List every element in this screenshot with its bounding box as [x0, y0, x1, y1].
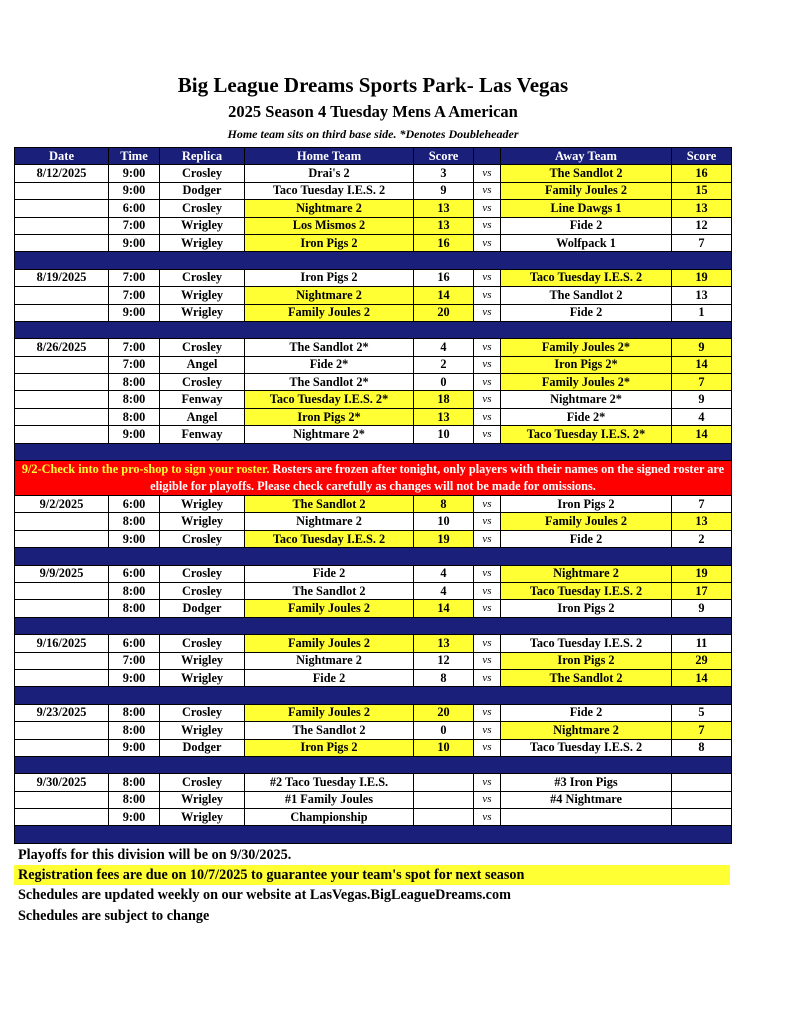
game-date	[15, 530, 109, 547]
home-team: Iron Pigs 2	[245, 234, 414, 251]
away-score: 7	[672, 496, 732, 513]
schedule-note: Home team sits on third base side. *Denotes Doubleheader	[227, 127, 519, 141]
home-score: 12	[414, 652, 474, 669]
away-score	[672, 809, 732, 826]
header-date: Date	[15, 148, 109, 165]
home-team: Family Joules 2	[245, 635, 414, 652]
away-score: 4	[672, 408, 732, 425]
game-date	[15, 182, 109, 199]
game-replica-field: Crosley	[160, 269, 245, 286]
game-time: 9:00	[109, 234, 160, 251]
vs-label: vs	[474, 269, 501, 286]
game-date: 9/9/2025	[15, 565, 109, 582]
vs-label: vs	[474, 200, 501, 217]
game-row	[15, 304, 732, 321]
game-date	[15, 217, 109, 234]
game-date	[15, 200, 109, 217]
game-date	[15, 791, 109, 808]
vs-label: vs	[474, 287, 501, 304]
vs-label: vs	[474, 513, 501, 530]
away-team: Iron Pigs 2	[501, 496, 672, 513]
away-team: Taco Tuesday I.E.S. 2	[501, 269, 672, 286]
game-replica-field: Wrigley	[160, 234, 245, 251]
game-replica-field: Wrigley	[160, 791, 245, 808]
home-team: Drai's 2	[245, 165, 414, 182]
away-team: Nightmare 2	[501, 565, 672, 582]
home-team: The Sandlot 2*	[245, 374, 414, 391]
game-row	[15, 217, 732, 234]
game-row	[15, 513, 732, 530]
away-team: Family Joules 2*	[501, 339, 672, 356]
game-date	[15, 356, 109, 373]
game-replica-field: Wrigley	[160, 652, 245, 669]
game-date	[15, 234, 109, 251]
home-score: 10	[414, 513, 474, 530]
game-row	[15, 408, 732, 425]
separator-bar	[15, 617, 732, 634]
away-score: 9	[672, 600, 732, 617]
away-score: 7	[672, 722, 732, 739]
game-row	[15, 269, 732, 286]
home-team: #2 Taco Tuesday I.E.S.	[245, 774, 414, 791]
game-date	[15, 600, 109, 617]
game-time: 8:00	[109, 704, 160, 721]
season-subtitle: 2025 Season 4 Tuesday Mens A American	[228, 102, 518, 121]
game-date	[15, 722, 109, 739]
game-time: 8:00	[109, 791, 160, 808]
home-team: Taco Tuesday I.E.S. 2*	[245, 391, 414, 408]
header-row	[15, 148, 732, 165]
vs-label: vs	[474, 182, 501, 199]
game-time: 9:00	[109, 304, 160, 321]
game-row	[15, 530, 732, 547]
week-separator	[15, 687, 732, 704]
away-team: Nightmare 2	[501, 722, 672, 739]
game-date	[15, 408, 109, 425]
away-score: 14	[672, 669, 732, 686]
vs-label: vs	[474, 791, 501, 808]
week-separator	[15, 443, 732, 460]
game-date	[15, 582, 109, 599]
home-team: Fide 2*	[245, 356, 414, 373]
vs-label: vs	[474, 600, 501, 617]
game-replica-field: Crosley	[160, 565, 245, 582]
game-replica-field: Crosley	[160, 582, 245, 599]
game-date: 9/16/2025	[15, 635, 109, 652]
game-time: 6:00	[109, 200, 160, 217]
away-team: Fide 2	[501, 704, 672, 721]
game-row	[15, 356, 732, 373]
home-score: 8	[414, 496, 474, 513]
vs-label: vs	[474, 496, 501, 513]
home-team: Nightmare 2*	[245, 426, 414, 443]
away-score	[672, 774, 732, 791]
vs-label: vs	[474, 582, 501, 599]
home-score: 4	[414, 565, 474, 582]
vs-label: vs	[474, 565, 501, 582]
game-time: 8:00	[109, 722, 160, 739]
game-replica-field: Dodger	[160, 600, 245, 617]
separator-bar	[15, 826, 732, 843]
vs-label: vs	[474, 739, 501, 756]
home-team: Los Mismos 2	[245, 217, 414, 234]
game-replica-field: Wrigley	[160, 809, 245, 826]
game-replica-field: Wrigley	[160, 669, 245, 686]
game-time: 7:00	[109, 217, 160, 234]
home-score	[414, 791, 474, 808]
away-team: Nightmare 2*	[501, 391, 672, 408]
game-date	[15, 809, 109, 826]
home-score: 16	[414, 269, 474, 286]
website-note: Schedules are updated weekly on our website at LasVegas.BigLeagueDreams.com	[18, 887, 511, 903]
game-row	[15, 565, 732, 582]
away-team: Wolfpack 1	[501, 234, 672, 251]
home-team: Family Joules 2	[245, 704, 414, 721]
game-time: 8:00	[109, 374, 160, 391]
away-team: Fide 2	[501, 530, 672, 547]
away-team: Family Joules 2*	[501, 374, 672, 391]
game-time: 9:00	[109, 739, 160, 756]
home-team: Family Joules 2	[245, 600, 414, 617]
home-score: 3	[414, 165, 474, 182]
game-row	[15, 774, 732, 791]
game-time: 8:00	[109, 513, 160, 530]
separator-bar	[15, 756, 732, 773]
game-date	[15, 513, 109, 530]
home-score: 0	[414, 722, 474, 739]
game-replica-field: Wrigley	[160, 513, 245, 530]
game-row	[15, 496, 732, 513]
notice-heading: 9/2-Check into the pro-shop to sign your roster.	[21, 462, 270, 477]
home-score: 13	[414, 217, 474, 234]
roster-notice-text	[15, 461, 732, 496]
away-team: #3 Iron Pigs	[501, 774, 672, 791]
game-row	[15, 582, 732, 599]
vs-label: vs	[474, 356, 501, 373]
home-score: 18	[414, 391, 474, 408]
home-score: 14	[414, 287, 474, 304]
game-time: 7:00	[109, 287, 160, 304]
away-score: 13	[672, 287, 732, 304]
game-row	[15, 635, 732, 652]
game-row	[15, 287, 732, 304]
home-score	[414, 774, 474, 791]
game-replica-field: Fenway	[160, 391, 245, 408]
separator-bar	[15, 443, 732, 460]
home-score: 10	[414, 426, 474, 443]
game-replica-field: Crosley	[160, 165, 245, 182]
home-team: Iron Pigs 2	[245, 739, 414, 756]
away-team: The Sandlot 2	[501, 287, 672, 304]
week-separator	[15, 548, 732, 565]
game-replica-field: Wrigley	[160, 496, 245, 513]
away-team: Taco Tuesday I.E.S. 2	[501, 635, 672, 652]
game-time: 6:00	[109, 496, 160, 513]
header-home-team: Home Team	[245, 148, 414, 165]
game-replica-field: Crosley	[160, 374, 245, 391]
away-score: 2	[672, 530, 732, 547]
game-replica-field: Wrigley	[160, 287, 245, 304]
vs-label: vs	[474, 722, 501, 739]
away-team: Family Joules 2	[501, 513, 672, 530]
game-replica-field: Crosley	[160, 339, 245, 356]
vs-label: vs	[474, 669, 501, 686]
away-score: 9	[672, 391, 732, 408]
header-vs	[474, 148, 501, 165]
game-row	[15, 182, 732, 199]
home-score: 20	[414, 704, 474, 721]
game-date: 9/30/2025	[15, 774, 109, 791]
game-row	[15, 234, 732, 251]
away-score: 14	[672, 356, 732, 373]
game-replica-field: Angel	[160, 408, 245, 425]
away-team: Taco Tuesday I.E.S. 2	[501, 739, 672, 756]
game-date	[15, 739, 109, 756]
home-team: Nightmare 2	[245, 513, 414, 530]
home-score: 9	[414, 182, 474, 199]
schedule-body	[15, 165, 732, 843]
away-score: 7	[672, 374, 732, 391]
week-separator	[15, 617, 732, 634]
game-date	[15, 304, 109, 321]
home-team: The Sandlot 2*	[245, 339, 414, 356]
vs-label: vs	[474, 217, 501, 234]
home-score: 19	[414, 530, 474, 547]
game-time: 8:00	[109, 408, 160, 425]
home-team: Championship	[245, 809, 414, 826]
game-date	[15, 287, 109, 304]
away-team: The Sandlot 2	[501, 165, 672, 182]
game-replica-field: Wrigley	[160, 722, 245, 739]
vs-label: vs	[474, 408, 501, 425]
home-score: 14	[414, 600, 474, 617]
game-date	[15, 374, 109, 391]
game-row	[15, 739, 732, 756]
away-score: 13	[672, 200, 732, 217]
game-replica-field: Dodger	[160, 182, 245, 199]
vs-label: vs	[474, 704, 501, 721]
week-separator	[15, 252, 732, 269]
home-score: 10	[414, 739, 474, 756]
game-time: 8:00	[109, 582, 160, 599]
away-score	[672, 791, 732, 808]
notice-body: Rosters are frozen after tonight, only players with their names on the signed roster are eligible for playoffs. Please check carefully as changes will not be made for omissions.	[150, 462, 725, 494]
vs-label: vs	[474, 391, 501, 408]
vs-label: vs	[474, 339, 501, 356]
game-time: 8:00	[109, 600, 160, 617]
game-replica-field: Crosley	[160, 704, 245, 721]
home-team: Taco Tuesday I.E.S. 2	[245, 182, 414, 199]
home-team: The Sandlot 2	[245, 496, 414, 513]
vs-label: vs	[474, 426, 501, 443]
separator-bar	[15, 548, 732, 565]
game-row	[15, 791, 732, 808]
game-time: 7:00	[109, 356, 160, 373]
home-score: 16	[414, 234, 474, 251]
game-date: 8/26/2025	[15, 339, 109, 356]
header-away-team: Away Team	[501, 148, 672, 165]
away-score: 8	[672, 739, 732, 756]
vs-label: vs	[474, 635, 501, 652]
home-team: Fide 2	[245, 669, 414, 686]
home-score	[414, 809, 474, 826]
game-date: 8/19/2025	[15, 269, 109, 286]
game-time: 6:00	[109, 565, 160, 582]
away-score: 19	[672, 565, 732, 582]
game-time: 9:00	[109, 669, 160, 686]
game-time: 8:00	[109, 774, 160, 791]
away-team: Fide 2	[501, 304, 672, 321]
vs-label: vs	[474, 774, 501, 791]
game-date	[15, 669, 109, 686]
home-team: Nightmare 2	[245, 200, 414, 217]
game-replica-field: Wrigley	[160, 217, 245, 234]
away-score: 29	[672, 652, 732, 669]
home-team: Nightmare 2	[245, 652, 414, 669]
home-team: Iron Pigs 2*	[245, 408, 414, 425]
game-replica-field: Crosley	[160, 200, 245, 217]
vs-label: vs	[474, 165, 501, 182]
home-team: The Sandlot 2	[245, 722, 414, 739]
week-separator	[15, 321, 732, 338]
game-row	[15, 652, 732, 669]
away-score: 13	[672, 513, 732, 530]
home-score: 8	[414, 669, 474, 686]
away-score: 11	[672, 635, 732, 652]
away-score: 5	[672, 704, 732, 721]
away-team: Taco Tuesday I.E.S. 2	[501, 582, 672, 599]
game-time: 9:00	[109, 182, 160, 199]
separator-bar	[15, 321, 732, 338]
roster-notice	[15, 461, 732, 496]
vs-label: vs	[474, 234, 501, 251]
game-time: 7:00	[109, 269, 160, 286]
away-team: Line Dawgs 1	[501, 200, 672, 217]
header-replica: Replica	[160, 148, 245, 165]
game-date: 8/12/2025	[15, 165, 109, 182]
game-row	[15, 391, 732, 408]
away-team: Iron Pigs 2	[501, 600, 672, 617]
page-title: Big League Dreams Sports Park- Las Vegas	[177, 73, 569, 97]
week-separator	[15, 826, 732, 843]
home-score: 13	[414, 635, 474, 652]
home-team: Nightmare 2	[245, 287, 414, 304]
vs-label: vs	[474, 304, 501, 321]
game-row	[15, 426, 732, 443]
game-row	[15, 165, 732, 182]
game-replica-field: Crosley	[160, 774, 245, 791]
away-team: Iron Pigs 2*	[501, 356, 672, 373]
game-date	[15, 391, 109, 408]
home-score: 4	[414, 339, 474, 356]
home-team: #1 Family Joules	[245, 791, 414, 808]
header-time: Time	[109, 148, 160, 165]
home-team: Family Joules 2	[245, 304, 414, 321]
home-team: Fide 2	[245, 565, 414, 582]
vs-label: vs	[474, 809, 501, 826]
game-row	[15, 809, 732, 826]
away-score: 9	[672, 339, 732, 356]
game-row	[15, 374, 732, 391]
header-home-score: Score	[414, 148, 474, 165]
game-time: 6:00	[109, 635, 160, 652]
game-time: 9:00	[109, 809, 160, 826]
game-row	[15, 339, 732, 356]
away-team: Iron Pigs 2	[501, 652, 672, 669]
away-team: Fide 2*	[501, 408, 672, 425]
game-row	[15, 600, 732, 617]
away-score: 19	[672, 269, 732, 286]
vs-label: vs	[474, 652, 501, 669]
game-time: 7:00	[109, 339, 160, 356]
game-time: 7:00	[109, 652, 160, 669]
separator-bar	[15, 252, 732, 269]
game-replica-field: Dodger	[160, 739, 245, 756]
away-team: The Sandlot 2	[501, 669, 672, 686]
vs-label: vs	[474, 530, 501, 547]
game-row	[15, 722, 732, 739]
game-replica-field: Wrigley	[160, 304, 245, 321]
game-row	[15, 704, 732, 721]
game-date: 9/2/2025	[15, 496, 109, 513]
schedule-table	[14, 147, 732, 844]
away-score: 15	[672, 182, 732, 199]
home-team: The Sandlot 2	[245, 582, 414, 599]
registration-note: Registration fees are due on 10/7/2025 to guarantee your team's spot for next season	[14, 865, 730, 885]
away-score: 7	[672, 234, 732, 251]
away-score: 14	[672, 426, 732, 443]
home-score: 0	[414, 374, 474, 391]
home-team: Iron Pigs 2	[245, 269, 414, 286]
home-score: 20	[414, 304, 474, 321]
game-replica-field: Fenway	[160, 426, 245, 443]
home-score: 13	[414, 200, 474, 217]
game-time: 8:00	[109, 391, 160, 408]
game-time: 9:00	[109, 530, 160, 547]
away-team: Taco Tuesday I.E.S. 2*	[501, 426, 672, 443]
game-date	[15, 426, 109, 443]
game-replica-field: Crosley	[160, 530, 245, 547]
game-time: 9:00	[109, 426, 160, 443]
week-separator	[15, 756, 732, 773]
home-score: 2	[414, 356, 474, 373]
home-score: 4	[414, 582, 474, 599]
game-replica-field: Crosley	[160, 635, 245, 652]
separator-bar	[15, 687, 732, 704]
away-score: 12	[672, 217, 732, 234]
away-score: 1	[672, 304, 732, 321]
away-score: 17	[672, 582, 732, 599]
game-time: 9:00	[109, 165, 160, 182]
away-score: 16	[672, 165, 732, 182]
game-replica-field: Angel	[160, 356, 245, 373]
game-date: 9/23/2025	[15, 704, 109, 721]
home-team: Taco Tuesday I.E.S. 2	[245, 530, 414, 547]
away-team: Fide 2	[501, 217, 672, 234]
home-score: 13	[414, 408, 474, 425]
vs-label: vs	[474, 374, 501, 391]
playoffs-note: Playoffs for this division will be on 9/30/2025.	[18, 847, 292, 863]
game-row	[15, 200, 732, 217]
away-team: #4 Nightmare	[501, 791, 672, 808]
change-note: Schedules are subject to change	[18, 908, 210, 924]
away-team	[501, 809, 672, 826]
game-row	[15, 669, 732, 686]
away-team: Family Joules 2	[501, 182, 672, 199]
game-date	[15, 652, 109, 669]
header-away-score: Score	[672, 148, 732, 165]
